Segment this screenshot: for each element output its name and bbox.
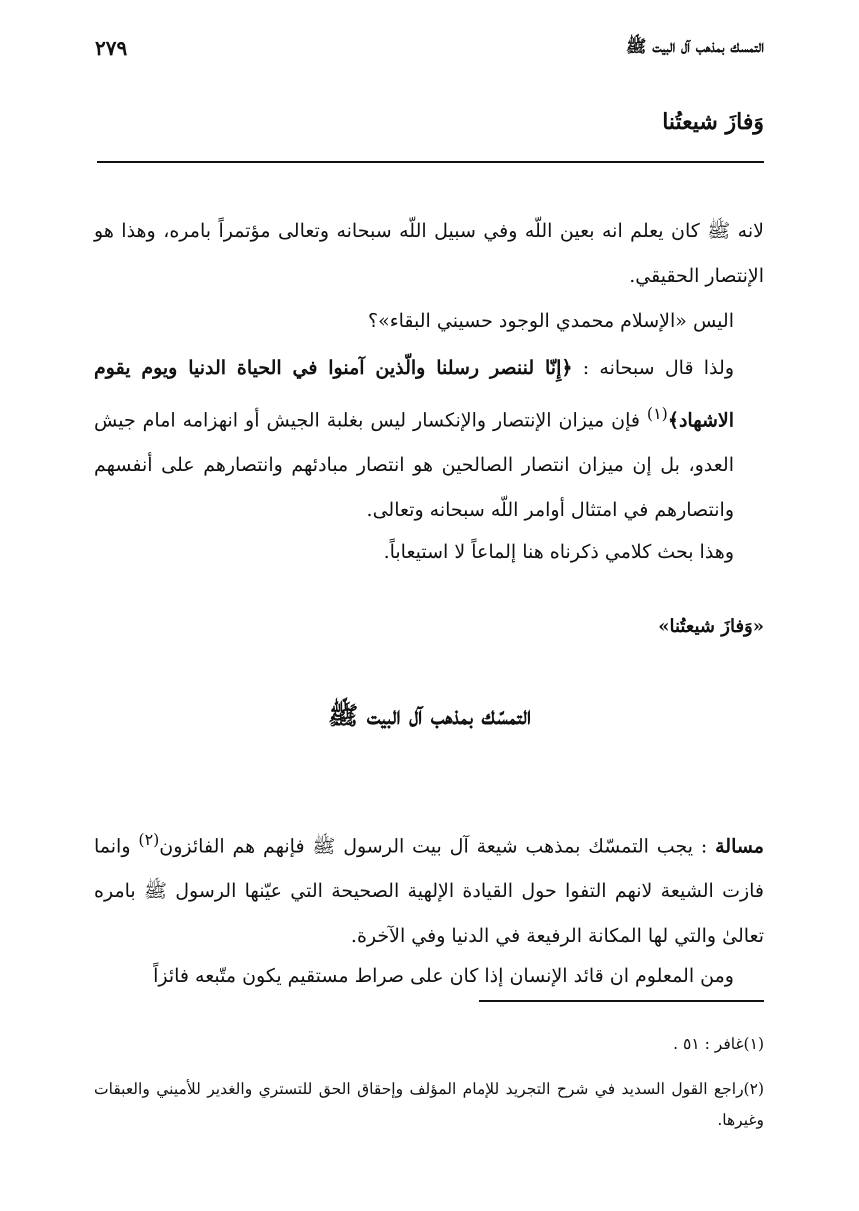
paragraph-3 (94, 346, 734, 533)
paragraph-2: اليس «الإسلام محمدي الوجود حسيني البقاء»؟ (367, 310, 734, 332)
footnote-ref-1: (١) (646, 404, 668, 423)
masala-text-2: وانما فازت الشيعة لانهم التفوا حول القيادة الإلهية الصحيحة التي عيّنها الرسول ﷺ بامره تعالىٰ والتي لها المكانة الرفيعة في الدنيا وفي الآخرة. (94, 835, 764, 948)
masala-text-1: يجب التمسّك بمذهب شيعة آل بيت الرسول ﷺ فإنهم هم الفائزون (159, 835, 693, 858)
paragraph-3-rest: فإن ميزان الإنتصار والإنكسار ليس بغلبة الجيش أو انهزامه امام جيش العدو، بل إن ميزان انتصار الصالحين هو انتصار مبادئهم وانتصارهم على أنفسهم وانتصارهم في امتثال أوامر اللّه سبحانه وتعالى. (94, 409, 734, 522)
masala-paragraph (94, 817, 764, 959)
running-header-title: التمسك بمذهب آل البيت ﷺ (625, 37, 764, 57)
quran-verse: ﴿إِنّا لننصر رسلنا والّذين آمنوا في الحياة الدنيا ويوم يقوم الاشهاد﴾ (94, 357, 734, 432)
paragraph-4: وهذا بحث كلامي ذكرناه هنا إلماعاً لا استيعاباً. (383, 541, 734, 563)
paragraph-6: ومن المعلوم ان قائد الإنسان إذا كان على صراط مستقيم يكون متّبعه فائزاً (153, 965, 734, 987)
footnote-divider (479, 1000, 764, 1002)
masala-label: مسالة (715, 835, 764, 858)
paragraph-3-lead: ولذا قال سبحانه : (572, 357, 734, 379)
section-title: وَفازَ شيعتُنا (662, 109, 764, 135)
paragraph-1: لانه ﷺ كان يعلم انه بعين اللّه وفي سبيل اللّه سبحانه وتعالى مؤتمراً بامره، وهذا هو الإنتصار الحقيقي. (94, 220, 764, 287)
title-divider (97, 161, 764, 163)
masala-separator: : (693, 835, 716, 858)
footnote-ref-2: (٢) (138, 830, 160, 849)
page-number: ٢٧٩ (95, 36, 128, 60)
quoted-heading: «وَفازَ شيعتُنا» (658, 616, 764, 637)
running-header (95, 36, 764, 60)
chapter-heading: التمسّك بمذهب آل البيت ﷺ (327, 701, 532, 730)
footnote-1: (١)غافر : ٥١ . (673, 1034, 764, 1053)
footnote-2: (٢)راجع القول السديد في شرح التجريد للإمام المؤلف وإحقاق الحق للتستري والغدير للأميني والعبقات وغيرها. (94, 1079, 764, 1129)
